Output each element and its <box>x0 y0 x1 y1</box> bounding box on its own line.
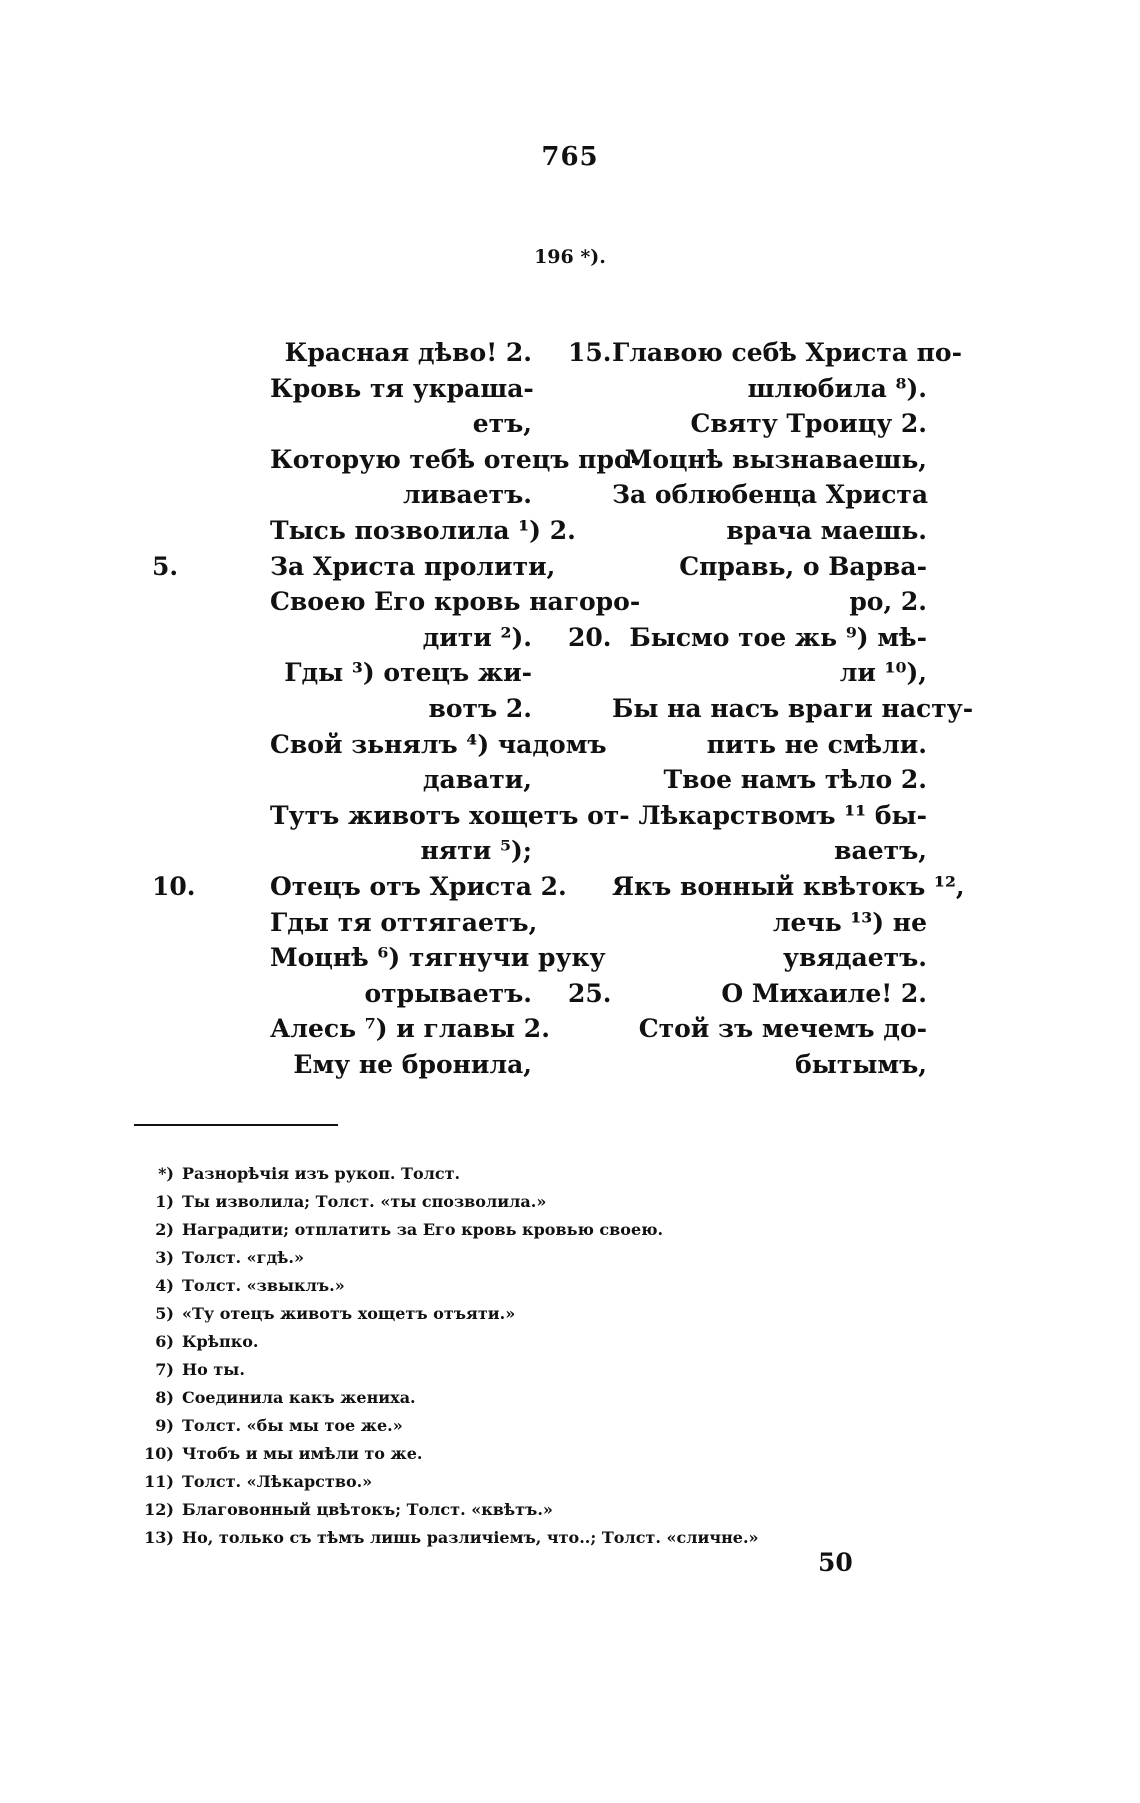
verse-line <box>612 1047 927 1083</box>
verse-text: Бы на насъ враги насту- <box>612 693 974 723</box>
verse-text: Красная дѣво! 2. <box>284 338 532 367</box>
line-number: 20. <box>568 622 612 652</box>
footnote <box>130 1300 890 1328</box>
verse-text: ваетъ, <box>834 836 927 866</box>
footnote <box>130 1440 890 1468</box>
footnote-marker: 3) <box>155 1248 174 1267</box>
footnote-text: Ты изволила; Толст. «ты спозволила.» <box>182 1192 547 1211</box>
footnote-text: Но ты. <box>182 1360 245 1379</box>
verse-text: Которую тебѣ отецъ про- <box>270 444 642 474</box>
right-verse-column <box>568 335 974 1082</box>
verse-text: Своею Его кровь нагоро- <box>270 587 641 617</box>
verse-text: Твое намъ тѣло 2. <box>663 765 927 795</box>
footnote-text: Но, только съ тѣмъ лишь различіемъ, что..; Толст. «сличне.» <box>182 1528 759 1547</box>
verse-line <box>270 335 532 371</box>
line-number: 25. <box>568 978 612 1008</box>
verse-line <box>612 371 927 407</box>
verse-line <box>612 940 927 976</box>
verse-text: ли ¹⁰), <box>839 658 927 688</box>
verse-line <box>568 976 927 1012</box>
footnote <box>130 1188 890 1216</box>
verse-line <box>270 691 532 727</box>
footnote <box>130 1496 890 1524</box>
verse-text: Моцнѣ ⁶) тягнучи руку <box>270 943 606 973</box>
line-number: 10. <box>152 871 196 901</box>
footnote <box>130 1468 890 1496</box>
footnote-text: Толст. «Лѣкарство.» <box>182 1472 373 1491</box>
verse-text: увядаетъ. <box>783 943 927 973</box>
line-number: 5. <box>152 551 179 581</box>
verse-line <box>270 762 532 798</box>
footnote <box>130 1524 890 1552</box>
verse-text: Гды тя оттягаетъ, <box>270 907 538 937</box>
verse-line <box>270 940 606 976</box>
verse-text: пить не смѣли. <box>706 729 927 759</box>
footnote-text: Разнорѣчія изъ рукоп. Толст. <box>182 1164 461 1183</box>
footnote-text: Соединила какъ жениха. <box>182 1388 416 1407</box>
footnote-text: «Ту отецъ животъ хощетъ отъяти.» <box>182 1304 516 1323</box>
verse-text: Моцнѣ вызнаваешь, <box>624 444 927 474</box>
footnote <box>130 1216 890 1244</box>
footnote-text: Чтобъ и мы имѣли то же. <box>182 1444 423 1463</box>
footnote-marker: 4) <box>155 1276 174 1295</box>
footnote-text: Благовонный цвѣтокъ; Толст. «квѣтъ.» <box>182 1500 553 1519</box>
verse-line <box>270 513 576 549</box>
footnote <box>130 1412 890 1440</box>
verse-line <box>270 1011 550 1047</box>
verse-text: Главою себѣ Христа по- <box>612 338 962 367</box>
verse-line <box>270 798 630 834</box>
verse-line <box>612 442 927 478</box>
footnote-marker: 8) <box>155 1388 174 1407</box>
verse-text: вотъ 2. <box>428 693 532 723</box>
verse-text: лечь ¹³) не <box>772 907 927 937</box>
verse-text: Отецъ отъ Христа 2. <box>270 871 567 901</box>
verse-line <box>612 798 927 834</box>
footnote <box>130 1328 890 1356</box>
verse-text: О Михаиле! 2. <box>721 978 927 1008</box>
verse-text: Ему не бронила, <box>293 1049 532 1079</box>
verse-line <box>270 584 641 620</box>
poem-number: 196 *). <box>534 246 606 268</box>
verse-line <box>270 1047 532 1083</box>
footnote-marker: 6) <box>155 1332 174 1351</box>
verse-text: Свой зьнялъ ⁴) чадомъ <box>270 729 607 759</box>
footnote-marker: 11) <box>144 1472 174 1491</box>
line-number: 15. <box>568 338 612 367</box>
verse-line <box>270 976 532 1012</box>
verse-text: ро, 2. <box>849 587 927 617</box>
footnote-divider <box>134 1124 338 1126</box>
footnote-marker: 2) <box>155 1220 174 1239</box>
verse-text: няти ⁵); <box>420 836 532 866</box>
footnote-marker: 13) <box>144 1528 174 1547</box>
verse-line <box>270 371 532 407</box>
footnote-marker: 9) <box>155 1416 174 1435</box>
footnote-text: Крѣпко. <box>182 1332 259 1351</box>
verse-line <box>612 584 927 620</box>
footnote-text: Толст. «бы мы тое же.» <box>182 1416 403 1435</box>
verse-text: отрываетъ. <box>364 978 532 1008</box>
footnote <box>130 1244 890 1272</box>
verse-line <box>152 549 556 585</box>
verse-text: Кровь тя украша- <box>270 373 534 403</box>
footnote-marker: 1) <box>155 1192 174 1211</box>
footnote <box>130 1384 890 1412</box>
verse-text: дити ²). <box>422 622 532 652</box>
verse-line <box>612 762 927 798</box>
footnote-text: Толст. «гдѣ.» <box>182 1248 304 1267</box>
verse-text: етъ, <box>472 409 532 439</box>
verse-text: бытымъ, <box>795 1049 927 1079</box>
verse-line <box>270 442 642 478</box>
verse-text: Бысмо тое жь ⁹) мѣ- <box>629 622 927 652</box>
verse-line <box>270 905 538 941</box>
footnote-marker: 12) <box>144 1500 174 1519</box>
verse-line <box>612 869 965 905</box>
verse-text: шлюбила ⁸). <box>747 373 927 403</box>
verse-line <box>270 477 532 513</box>
verse-line <box>270 620 532 656</box>
verse-text: Святу Троицу 2. <box>690 409 927 439</box>
verse-line <box>270 727 607 763</box>
footnote-text: Наградити; отплатить за Его кровь кровью своею. <box>182 1220 664 1239</box>
verse-line <box>612 477 927 513</box>
verse-text: ливаетъ. <box>402 480 532 510</box>
verse-line <box>612 513 927 549</box>
verse-text: Лѣкарствомъ ¹¹ бы- <box>638 800 927 830</box>
footnote-marker: *) <box>158 1164 174 1183</box>
verse-line <box>568 620 927 656</box>
verse-line <box>612 1011 927 1047</box>
footnotes-list <box>130 1160 890 1552</box>
verse-line <box>568 335 962 371</box>
verse-text: Алесь ⁷) и главы 2. <box>270 1014 550 1044</box>
footnote-marker: 7) <box>155 1360 174 1379</box>
verse-text: врача маешь. <box>726 515 927 545</box>
verse-line <box>270 833 532 869</box>
verse-text: Гды ³) отецъ жи- <box>284 658 532 688</box>
verse-line <box>612 905 927 941</box>
footnote <box>130 1160 890 1188</box>
verse-line <box>612 406 927 442</box>
verse-line <box>612 549 927 585</box>
verse-line <box>612 833 927 869</box>
footnote <box>130 1356 890 1384</box>
signature-mark: 50 <box>818 1548 853 1577</box>
page-number: 765 <box>541 142 599 172</box>
verse-text: За Христа пролити, <box>270 551 556 581</box>
footnote-marker: 10) <box>144 1444 174 1463</box>
verse-line <box>152 869 567 905</box>
verse-text: Тутъ животъ хощетъ от- <box>270 800 630 830</box>
footnote <box>130 1272 890 1300</box>
verse-text: За облюбенца Христа <box>612 480 929 510</box>
verse-line <box>612 727 927 763</box>
footnote-text: Толст. «звыклъ.» <box>182 1276 345 1295</box>
verse-text: Справь, о Варва- <box>679 551 927 581</box>
verse-line <box>612 655 927 691</box>
verse-text: Тысь позволила ¹) 2. <box>270 515 576 545</box>
footnote-marker: 5) <box>155 1304 174 1323</box>
verse-text: Стой зъ мечемъ до- <box>638 1014 927 1044</box>
verse-line <box>612 691 974 727</box>
verse-line <box>270 655 532 691</box>
verse-line <box>270 406 532 442</box>
verse-text: давати, <box>422 765 532 795</box>
verse-text: Якъ вонный квѣтокъ ¹², <box>612 871 965 901</box>
